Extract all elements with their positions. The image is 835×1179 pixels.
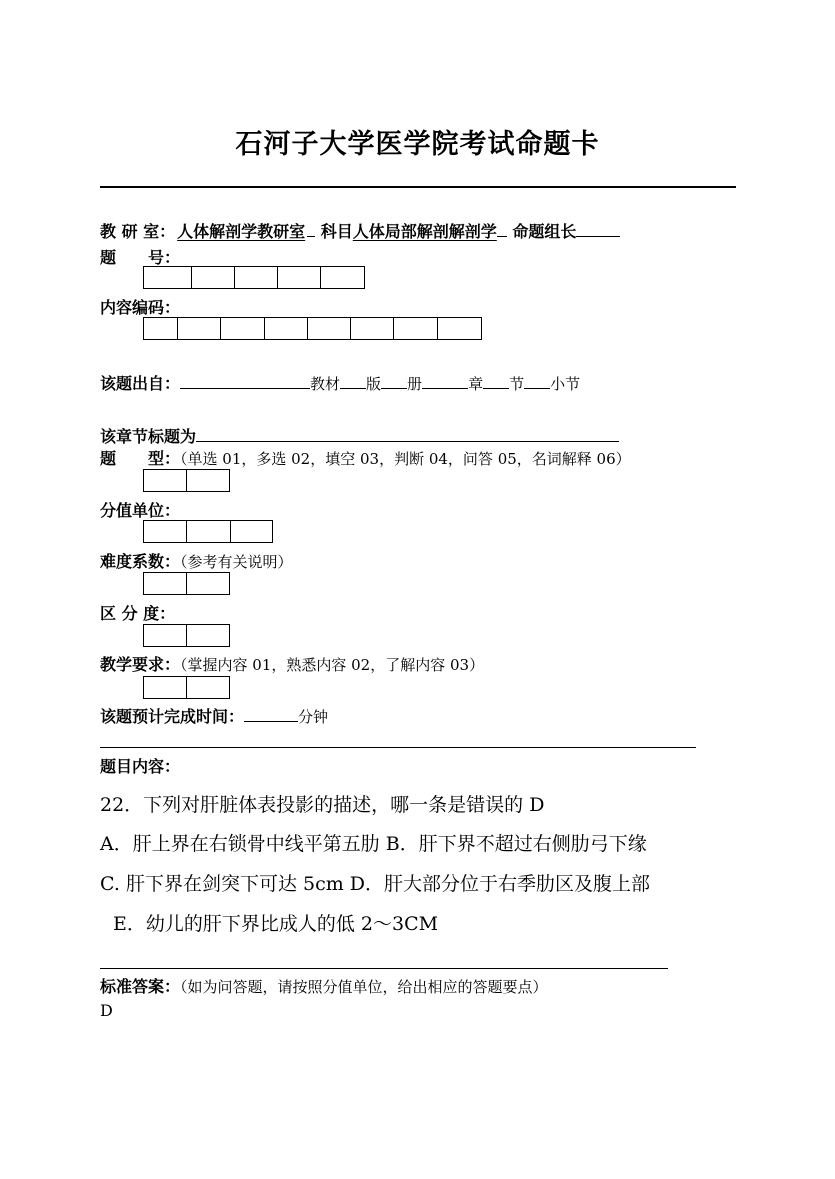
option-line-e: E．幼儿的肝下界比成人的低 2～3CM [113,913,439,935]
dept-label: 教 研 室： [100,222,176,241]
time-blank[interactable] [244,707,298,722]
requirement-label: 教学要求： [100,655,181,674]
score-unit-boxes[interactable] [143,520,273,543]
content-label: 题目内容： [100,757,181,776]
title-divider [100,186,736,188]
source-ce: 册 [407,375,423,393]
source-xiaojie: 小节 [550,375,581,393]
time-row [100,704,328,727]
dept-value: 人体解剖学教研室 [177,222,306,241]
difficulty-boxes[interactable] [143,572,230,595]
answer-divider [100,968,668,969]
section-title-blank[interactable] [196,427,619,442]
section-title-row [100,424,619,447]
question-no-label: 题 号： [100,248,181,267]
qtype-row [100,446,631,469]
requirement-boxes[interactable] [143,676,230,699]
qtype-boxes[interactable] [143,469,230,492]
difficulty-note: （参考有关说明） [180,553,293,571]
content-code-boxes[interactable] [143,317,482,340]
time-unit: 分钟 [298,708,329,726]
difficulty-row [100,549,293,572]
question-no-boxes[interactable] [143,266,365,289]
source-blank[interactable] [180,374,310,389]
answer-row [100,974,548,997]
difficulty-label: 难度系数： [100,552,181,571]
content-code-label: 内容编码： [100,298,181,317]
section-title-label: 该章节标题为 [100,427,197,446]
discrimination-label: 区 分 度： [100,604,176,623]
answer-label: 标准答案： [100,977,181,996]
source-jie: 节 [509,375,525,393]
source-zhang: 章 [468,375,484,393]
option-line-a: A．肝上界在右锁骨中线平第五肋 B．肝下界不超过右侧肋弓下缘 [100,833,647,855]
leader-blank[interactable] [576,222,620,237]
answer-value: D [100,1001,113,1020]
dept-row [100,219,620,242]
qtype-label: 题 型： [100,449,181,468]
requirement-row [100,652,484,675]
source-label: 该题出自： [100,374,181,393]
page-title: 石河子大学医学院考试命题卡 [235,129,600,160]
subject-label: 科目 [320,222,353,241]
score-unit-label: 分值单位： [100,501,181,520]
source-jiaocai: 教材 [310,375,341,393]
question-stem: 22．下列对肝脏体表投影的描述，哪一条是错误的 D [100,794,545,816]
qtype-note: （单选 01，多选 02，填空 03，判断 04，问答 05，名词解释 06） [180,450,631,468]
answer-note: （如为问答题，请按照分值单位，给出相应的答题要点） [180,978,548,996]
discrimination-boxes[interactable] [143,624,230,647]
source-ban: 版 [366,375,382,393]
leader-label: 命题组长 [512,222,577,241]
time-label: 该题预计完成时间： [100,707,245,726]
requirement-note: （掌握内容 01，熟悉内容 02，了解内容 03） [180,656,485,674]
source-row [100,371,580,394]
subject-value: 人体局部解剖解剖学 [352,222,497,241]
content-divider [100,747,696,748]
option-line-c: C. 肝下界在剑突下可达 5cm D．肝大部分位于右季肋区及腹上部 [100,873,650,895]
